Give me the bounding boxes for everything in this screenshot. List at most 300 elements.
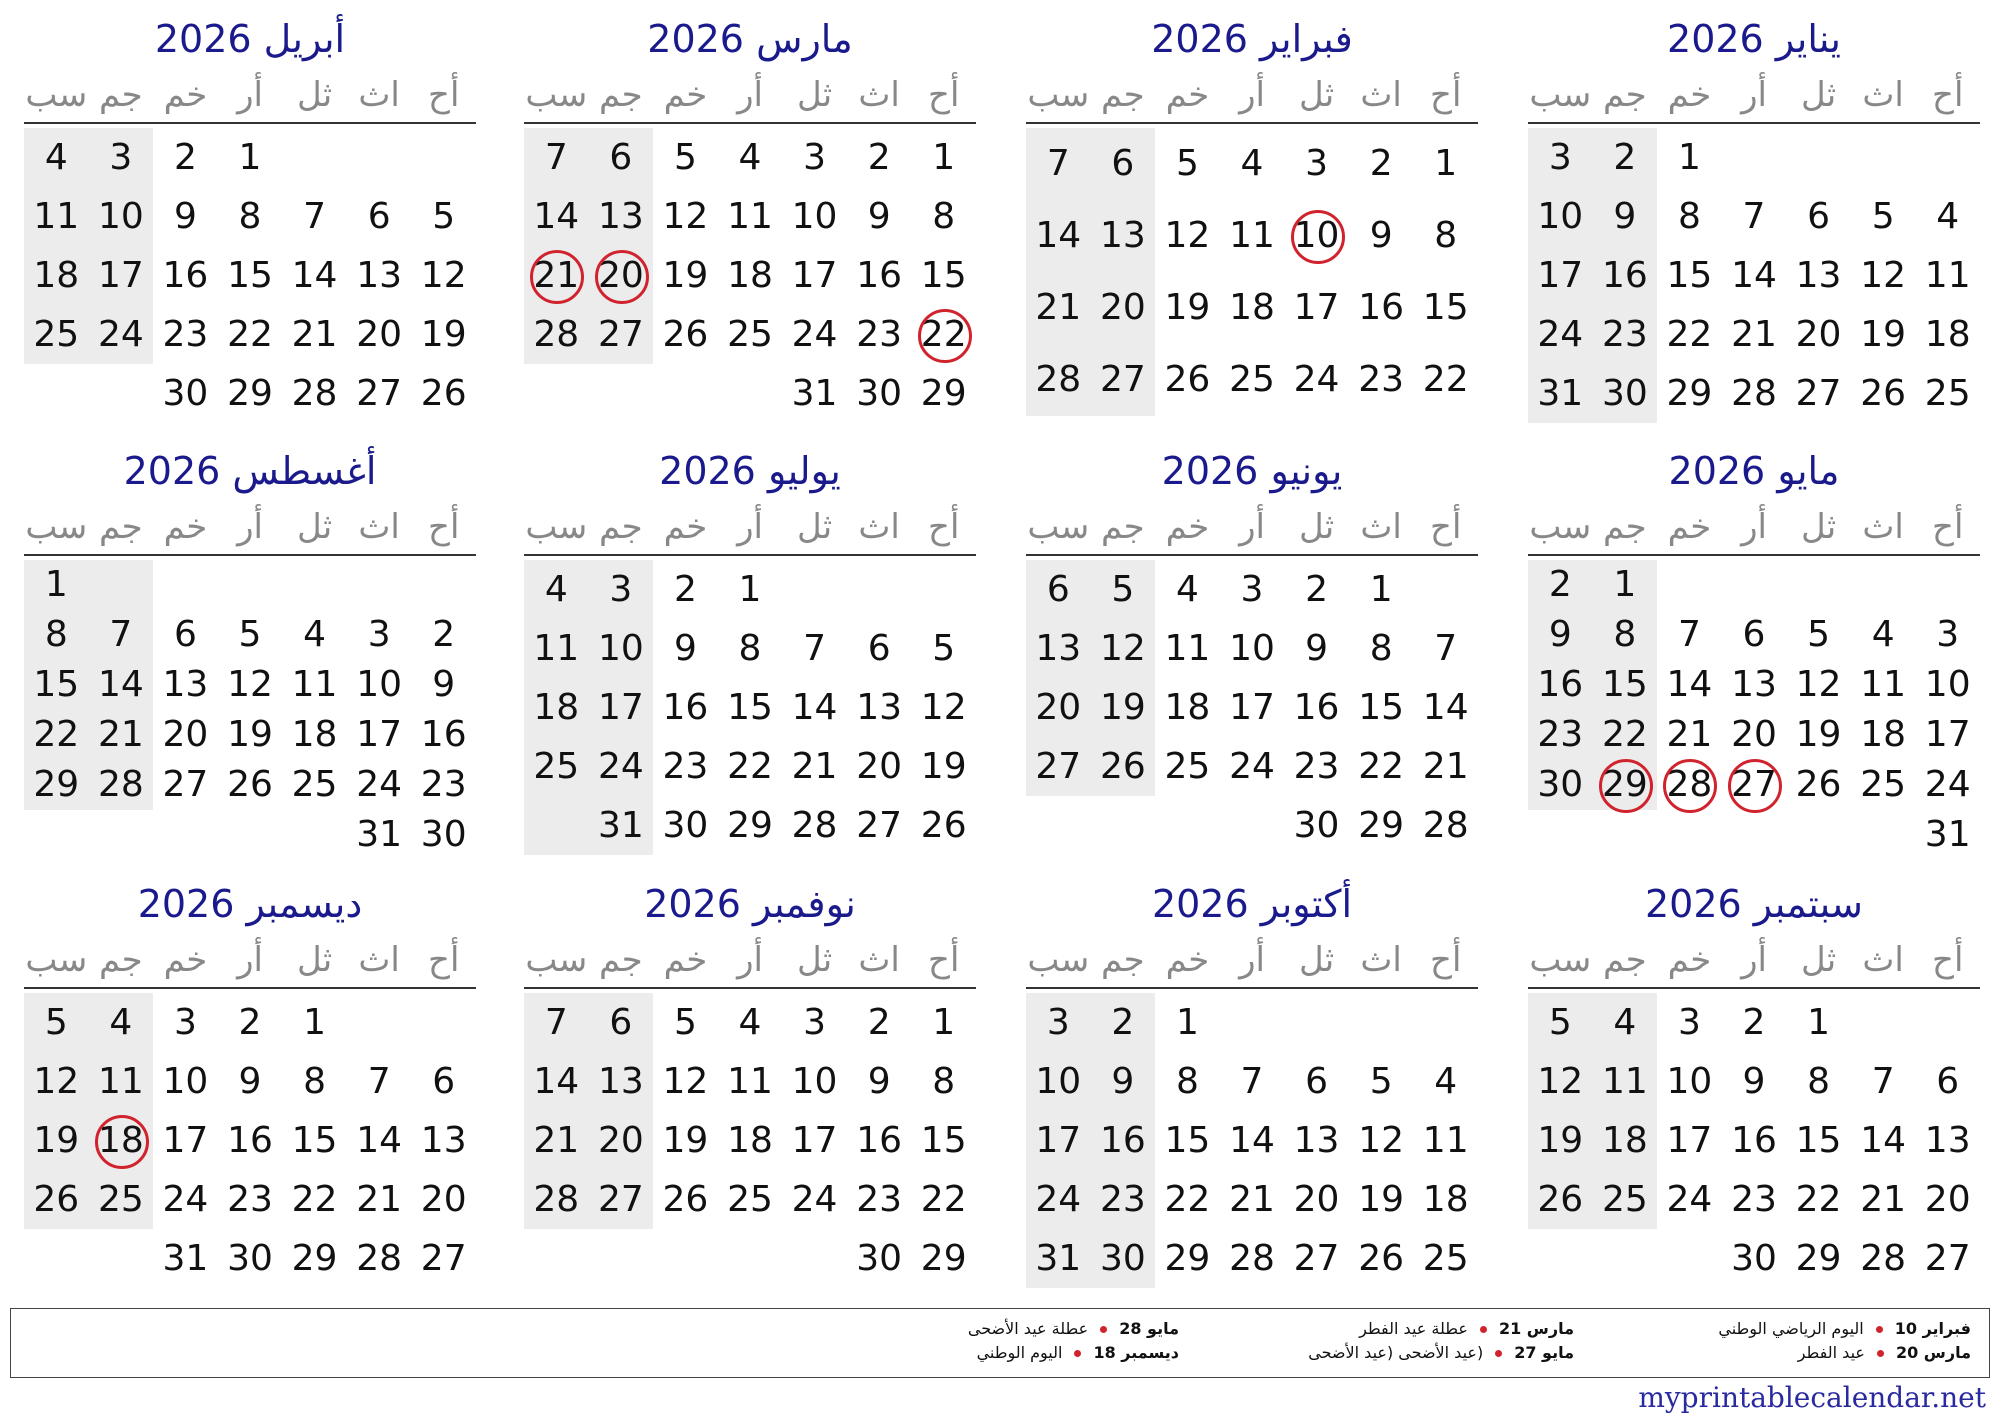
day-cell: 4 (1936, 196, 1960, 237)
day-cell: 24 (162, 1179, 209, 1220)
day-cell: 11 (33, 196, 80, 237)
day-cell: 1 (932, 137, 956, 178)
day-cell: 28 (1860, 1238, 1907, 1279)
holiday-legend (10, 1308, 1990, 1378)
day-cell: 30 (856, 373, 903, 414)
day-cell: 15 (920, 255, 967, 296)
day-cell: 13 (1035, 628, 1082, 669)
weekday-label: ثل (796, 507, 833, 547)
day-cell: 26 (662, 314, 709, 355)
day-cell: 15 (920, 1120, 967, 1161)
weekday-label: أر (737, 940, 763, 980)
day-cell: 18 (1164, 687, 1211, 728)
weekday-header (24, 500, 476, 556)
weekday-label: اث (1360, 75, 1402, 115)
day-cell: 24 (1666, 1179, 1713, 1220)
day-cell: 5 (673, 137, 697, 178)
day-cell: 27 (162, 764, 209, 805)
weekday-label: جم (1101, 75, 1145, 115)
holiday-day-cell: 27 (1722, 760, 1787, 810)
day-cell: 23 (420, 764, 467, 805)
weekday-label: ثل (296, 940, 333, 980)
day-cell: 19 (1164, 287, 1211, 328)
day-cell: 30 (856, 1238, 903, 1279)
day-cell: 3 (367, 614, 391, 655)
day-cell: 1 (932, 1002, 956, 1043)
day-cell: 15 (1422, 287, 1469, 328)
weekday-label: اث (1360, 940, 1402, 980)
day-cell: 20 (420, 1179, 467, 1220)
day-cell: 29 (227, 373, 273, 414)
day-cell: 11 (291, 664, 338, 705)
day-cell: 19 (227, 714, 273, 755)
weekday-label: أر (1741, 75, 1767, 115)
weekday-label: خم (163, 75, 208, 115)
day-cell: 8 (1369, 628, 1393, 669)
day-cell: 17 (791, 1120, 838, 1161)
day-cell: 16 (1099, 1120, 1146, 1161)
day-cell: 11 (727, 196, 773, 237)
weekday-label: اث (858, 507, 900, 547)
day-cell: 18 (291, 714, 338, 755)
legend-bullet-icon (1100, 1326, 1107, 1333)
day-cell: 24 (1537, 314, 1584, 355)
weekday-label: ثل (296, 507, 333, 547)
legend-bullet-icon (1877, 1350, 1884, 1357)
day-cell: 5 (1548, 1002, 1572, 1043)
day-cell: 21 (791, 746, 838, 787)
day-cell: 19 (1099, 687, 1146, 728)
day-cell: 13 (162, 664, 209, 705)
day-cell: 28 (1731, 373, 1777, 414)
day-cell: 27 (1099, 359, 1146, 400)
day-cell: 22 (1422, 359, 1469, 400)
day-cell: 9 (238, 1061, 262, 1102)
day-cell: 31 (1924, 814, 1971, 855)
day-cell: 17 (1229, 687, 1275, 728)
holiday-day-cell: 10 (1284, 200, 1349, 272)
day-cell: 20 (856, 746, 903, 787)
weekday-label: أح (1430, 507, 1462, 547)
day-cell: 2 (867, 137, 891, 178)
day-cell: 30 (420, 814, 467, 855)
day-cell: 11 (1860, 664, 1907, 705)
legend-holiday-name: عطلة عيد الأضحى (967, 1319, 1089, 1338)
weekday-label: أح (928, 507, 960, 547)
day-cell: 21 (1035, 287, 1082, 328)
day-cell: 22 (33, 714, 80, 755)
day-cell: 14 (1731, 255, 1777, 296)
day-cell: 9 (432, 664, 456, 705)
day-cell: 7 (367, 1061, 391, 1102)
day-cell: 5 (1175, 143, 1199, 184)
day-cell: 3 (109, 137, 133, 178)
day-cell: 29 (1164, 1238, 1211, 1279)
day-cell: 26 (1164, 359, 1211, 400)
weekday-label: خم (1667, 75, 1712, 115)
weekday-label: سب (525, 940, 588, 980)
weekday-label: أح (1932, 507, 1964, 547)
weekday-label: سب (25, 940, 88, 980)
day-cell: 14 (533, 196, 580, 237)
day-cell: 9 (673, 628, 697, 669)
legend-holiday-name: عطلة عيد الفطر (1359, 1319, 1468, 1338)
weekday-label: اث (1862, 75, 1904, 115)
weekday-header (1026, 68, 1478, 124)
weekday-label: جم (99, 75, 143, 115)
day-cell: 29 (920, 373, 967, 414)
weekday-label: ثل (796, 940, 833, 980)
day-cell: 13 (856, 687, 903, 728)
day-cell: 10 (1537, 196, 1584, 237)
weekday-header (1026, 500, 1478, 556)
day-cell: 18 (1924, 314, 1971, 355)
day-cell: 16 (662, 687, 709, 728)
day-cell: 12 (1099, 628, 1146, 669)
day-cell: 6 (1742, 614, 1766, 655)
weekday-label: أح (1932, 75, 1964, 115)
day-cell: 8 (303, 1061, 327, 1102)
day-cell: 22 (1666, 314, 1713, 355)
day-cell: 17 (97, 255, 144, 296)
day-cell: 26 (33, 1179, 80, 1220)
day-cell: 15 (727, 687, 773, 728)
day-cell: 13 (420, 1120, 467, 1161)
legend-holiday-name: عيد الفطر (1797, 1343, 1865, 1362)
day-cell: 23 (227, 1179, 273, 1220)
day-cell: 18 (1601, 1120, 1648, 1161)
weekday-label: اث (1862, 507, 1904, 547)
day-cell: 29 (920, 1238, 967, 1279)
day-cell: 7 (544, 1002, 568, 1043)
day-cell: 25 (1924, 373, 1971, 414)
weekday-header (24, 933, 476, 989)
day-cell: 20 (1099, 287, 1146, 328)
day-cell: 22 (1795, 1179, 1842, 1220)
weekday-label: سب (1027, 507, 1090, 547)
day-cell: 6 (367, 196, 391, 237)
day-cell: 15 (1164, 1120, 1211, 1161)
legend-date: مارس 20 (1895, 1343, 1971, 1362)
day-cell: 31 (162, 1238, 209, 1279)
day-cell: 28 (97, 764, 144, 805)
day-cell: 9 (173, 196, 197, 237)
day-cell: 31 (1537, 373, 1584, 414)
day-cell: 18 (727, 1120, 773, 1161)
day-cell: 24 (597, 746, 644, 787)
day-cell: 27 (1293, 1238, 1340, 1279)
weekday-label: جم (1101, 940, 1145, 980)
day-cell: 2 (673, 569, 697, 610)
holiday-day-cell: 22 (911, 305, 976, 364)
day-cell: 10 (791, 196, 838, 237)
day-cell: 14 (1860, 1120, 1907, 1161)
day-cell: 14 (1035, 215, 1082, 256)
day-cell: 25 (1164, 746, 1211, 787)
day-cell: 23 (1537, 714, 1584, 755)
day-cell: 27 (1924, 1238, 1971, 1279)
month-title: أغسطس 2026 (123, 449, 377, 493)
day-cell: 17 (1666, 1120, 1713, 1161)
day-cell: 23 (1293, 746, 1340, 787)
month-title: أكتوبر 2026 (1151, 882, 1353, 926)
day-cell: 5 (932, 628, 956, 669)
day-cell: 14 (97, 664, 144, 705)
day-cell: 4 (109, 1002, 133, 1043)
day-cell: 1 (44, 564, 68, 605)
day-cell: 2 (1369, 143, 1393, 184)
weekday-label: أر (237, 940, 263, 980)
day-cell: 24 (791, 314, 838, 355)
holiday-day-cell: 28 (1657, 760, 1722, 810)
day-cell: 19 (662, 1120, 709, 1161)
day-cell: 6 (1807, 196, 1831, 237)
weekday-label: سب (1027, 940, 1090, 980)
day-cell: 21 (1229, 1179, 1275, 1220)
day-cell: 18 (727, 255, 773, 296)
day-cell: 29 (1666, 373, 1713, 414)
day-cell: 22 (920, 1179, 967, 1220)
weekday-header (1528, 500, 1980, 556)
weekday-label: جم (1603, 75, 1647, 115)
month-title: فبراير 2026 (1151, 17, 1353, 61)
day-cell: 3 (1305, 143, 1329, 184)
legend-entry (977, 1343, 1179, 1362)
day-cell: 28 (533, 1179, 580, 1220)
weekday-label: ثل (796, 75, 833, 115)
day-cell: 15 (1795, 1120, 1842, 1161)
weekday-label: خم (663, 507, 708, 547)
day-cell: 4 (44, 137, 68, 178)
day-cell: 26 (1537, 1179, 1584, 1220)
day-cell: 18 (533, 687, 580, 728)
day-cell: 8 (1677, 196, 1701, 237)
day-cell: 6 (609, 137, 633, 178)
day-cell: 12 (33, 1061, 80, 1102)
day-cell: 29 (1795, 1238, 1842, 1279)
day-cell: 1 (738, 569, 762, 610)
weekday-label: جم (99, 507, 143, 547)
day-cell: 18 (33, 255, 80, 296)
day-cell: 21 (1860, 1179, 1907, 1220)
holiday-day-cell: 18 (89, 1111, 154, 1170)
day-cell: 2 (1305, 569, 1329, 610)
day-cell: 19 (662, 255, 709, 296)
day-cell: 13 (1731, 664, 1777, 705)
legend-bullet-icon (1876, 1326, 1883, 1333)
day-cell: 7 (544, 137, 568, 178)
day-cell: 21 (356, 1179, 403, 1220)
day-cell: 11 (1422, 1120, 1469, 1161)
weekday-label: ثل (1800, 507, 1837, 547)
day-cell: 17 (1924, 714, 1971, 755)
day-cell: 30 (1537, 764, 1584, 805)
day-cell: 1 (1175, 1002, 1199, 1043)
day-cell: 31 (597, 805, 644, 846)
day-cell: 23 (1358, 359, 1405, 400)
day-cell: 8 (932, 1061, 956, 1102)
weekday-label: أر (737, 75, 763, 115)
weekday-label: جم (1603, 507, 1647, 547)
day-cell: 7 (1677, 614, 1701, 655)
weekday-label: أح (428, 507, 460, 547)
weekday-label: سب (1529, 507, 1592, 547)
day-cell: 5 (673, 1002, 697, 1043)
day-cell: 14 (791, 687, 838, 728)
weekday-label: أر (737, 507, 763, 547)
day-cell: 23 (856, 1179, 903, 1220)
day-cell: 3 (609, 569, 633, 610)
month-title: مارس 2026 (647, 17, 853, 61)
day-cell: 15 (1601, 664, 1648, 705)
weekday-header (1026, 933, 1478, 989)
day-cell: 16 (1358, 287, 1405, 328)
day-cell: 4 (544, 569, 568, 610)
day-cell: 8 (1807, 1061, 1831, 1102)
month-title: أبريل 2026 (154, 17, 346, 61)
day-cell: 10 (356, 664, 403, 705)
day-cell: 2 (173, 137, 197, 178)
day-cell: 15 (291, 1120, 338, 1161)
day-cell: 4 (1613, 1002, 1637, 1043)
weekday-label: خم (163, 507, 208, 547)
day-cell: 9 (1548, 614, 1572, 655)
day-cell: 26 (1860, 373, 1907, 414)
day-cell: 20 (1731, 714, 1777, 755)
day-cell: 23 (1731, 1179, 1777, 1220)
day-cell: 9 (867, 1061, 891, 1102)
day-cell: 15 (33, 664, 80, 705)
day-cell: 10 (1229, 628, 1275, 669)
day-cell: 21 (1422, 746, 1469, 787)
day-cell: 14 (1229, 1120, 1275, 1161)
day-cell: 12 (1164, 215, 1211, 256)
weekday-label: سب (525, 75, 588, 115)
day-cell: 2 (1742, 1002, 1766, 1043)
day-cell: 7 (1742, 196, 1766, 237)
day-cell: 21 (1731, 314, 1777, 355)
day-cell: 31 (356, 814, 403, 855)
day-cell: 27 (597, 1179, 644, 1220)
month-title: مايو 2026 (1668, 449, 1840, 493)
day-cell: 16 (162, 255, 209, 296)
day-cell: 27 (597, 314, 644, 355)
weekday-label: جم (599, 940, 643, 980)
day-cell: 1 (1613, 564, 1637, 605)
site-footer-link[interactable]: myprintablecalendar.net (1638, 1381, 1986, 1414)
weekday-header (24, 68, 476, 124)
day-cell: 7 (1434, 628, 1458, 669)
day-cell: 9 (867, 196, 891, 237)
day-cell: 3 (1548, 137, 1572, 178)
day-cell: 22 (727, 746, 773, 787)
weekday-label: خم (1165, 507, 1210, 547)
holiday-day-cell: 20 (589, 246, 654, 305)
day-cell: 22 (1164, 1179, 1211, 1220)
day-cell: 25 (1860, 764, 1907, 805)
month-title: يوليو 2026 (659, 449, 841, 493)
day-cell: 19 (1860, 314, 1907, 355)
day-cell: 12 (1537, 1061, 1584, 1102)
day-cell: 11 (1229, 215, 1275, 256)
day-cell: 16 (1731, 1120, 1777, 1161)
day-cell: 8 (738, 628, 762, 669)
day-cell: 14 (1422, 687, 1469, 728)
weekday-label: أح (928, 75, 960, 115)
weekday-label: سب (1529, 75, 1592, 115)
holiday-day-cell: 21 (524, 246, 589, 305)
legend-date: مايو 28 (1119, 1319, 1179, 1338)
day-cell: 10 (1666, 1061, 1713, 1102)
weekday-label: ثل (1298, 75, 1335, 115)
weekday-header (524, 933, 976, 989)
weekday-label: اث (358, 940, 400, 980)
day-cell: 11 (1601, 1061, 1648, 1102)
day-cell: 14 (1666, 664, 1713, 705)
day-cell: 26 (920, 805, 967, 846)
weekday-label: اث (858, 940, 900, 980)
weekday-label: اث (1862, 940, 1904, 980)
day-cell: 30 (1293, 805, 1340, 846)
day-cell: 8 (932, 196, 956, 237)
weekday-label: سب (1529, 940, 1592, 980)
day-cell: 22 (1358, 746, 1405, 787)
day-cell: 29 (1358, 805, 1405, 846)
day-cell: 17 (791, 255, 838, 296)
month-title: نوفمبر 2026 (644, 882, 856, 926)
weekday-label: أر (1239, 75, 1265, 115)
day-cell: 20 (1795, 314, 1842, 355)
weekday-label: أر (1239, 940, 1265, 980)
day-cell: 17 (356, 714, 403, 755)
day-cell: 7 (803, 628, 827, 669)
day-cell: 28 (291, 373, 338, 414)
day-cell: 28 (1229, 1238, 1275, 1279)
day-cell: 24 (791, 1179, 838, 1220)
day-cell: 9 (1111, 1061, 1135, 1102)
legend-holiday-name: (عيد الأضحى (عيد الأضحى (1308, 1343, 1484, 1362)
legend-entry (968, 1319, 1179, 1338)
day-cell: 5 (432, 196, 456, 237)
day-cell: 3 (803, 137, 827, 178)
day-cell: 4 (1240, 143, 1264, 184)
day-cell: 24 (1229, 746, 1275, 787)
day-cell: 1 (1369, 569, 1393, 610)
day-cell: 4 (1871, 614, 1895, 655)
weekday-label: اث (1360, 507, 1402, 547)
day-cell: 16 (1537, 664, 1584, 705)
day-cell: 7 (1240, 1061, 1264, 1102)
weekday-label: سب (25, 75, 88, 115)
day-cell: 14 (533, 1061, 580, 1102)
day-cell: 15 (227, 255, 273, 296)
day-cell: 17 (597, 687, 644, 728)
day-cell: 18 (1229, 287, 1275, 328)
day-cell: 27 (356, 373, 403, 414)
day-cell: 2 (867, 1002, 891, 1043)
day-cell: 23 (662, 746, 709, 787)
day-cell: 28 (533, 314, 580, 355)
day-cell: 26 (227, 764, 273, 805)
day-cell: 30 (1099, 1238, 1146, 1279)
weekday-label: سب (1027, 75, 1090, 115)
day-cell: 1 (303, 1002, 327, 1043)
day-cell: 17 (1537, 255, 1584, 296)
day-cell: 3 (173, 1002, 197, 1043)
day-cell: 5 (1871, 196, 1895, 237)
day-cell: 19 (420, 314, 467, 355)
day-cell: 21 (291, 314, 338, 355)
